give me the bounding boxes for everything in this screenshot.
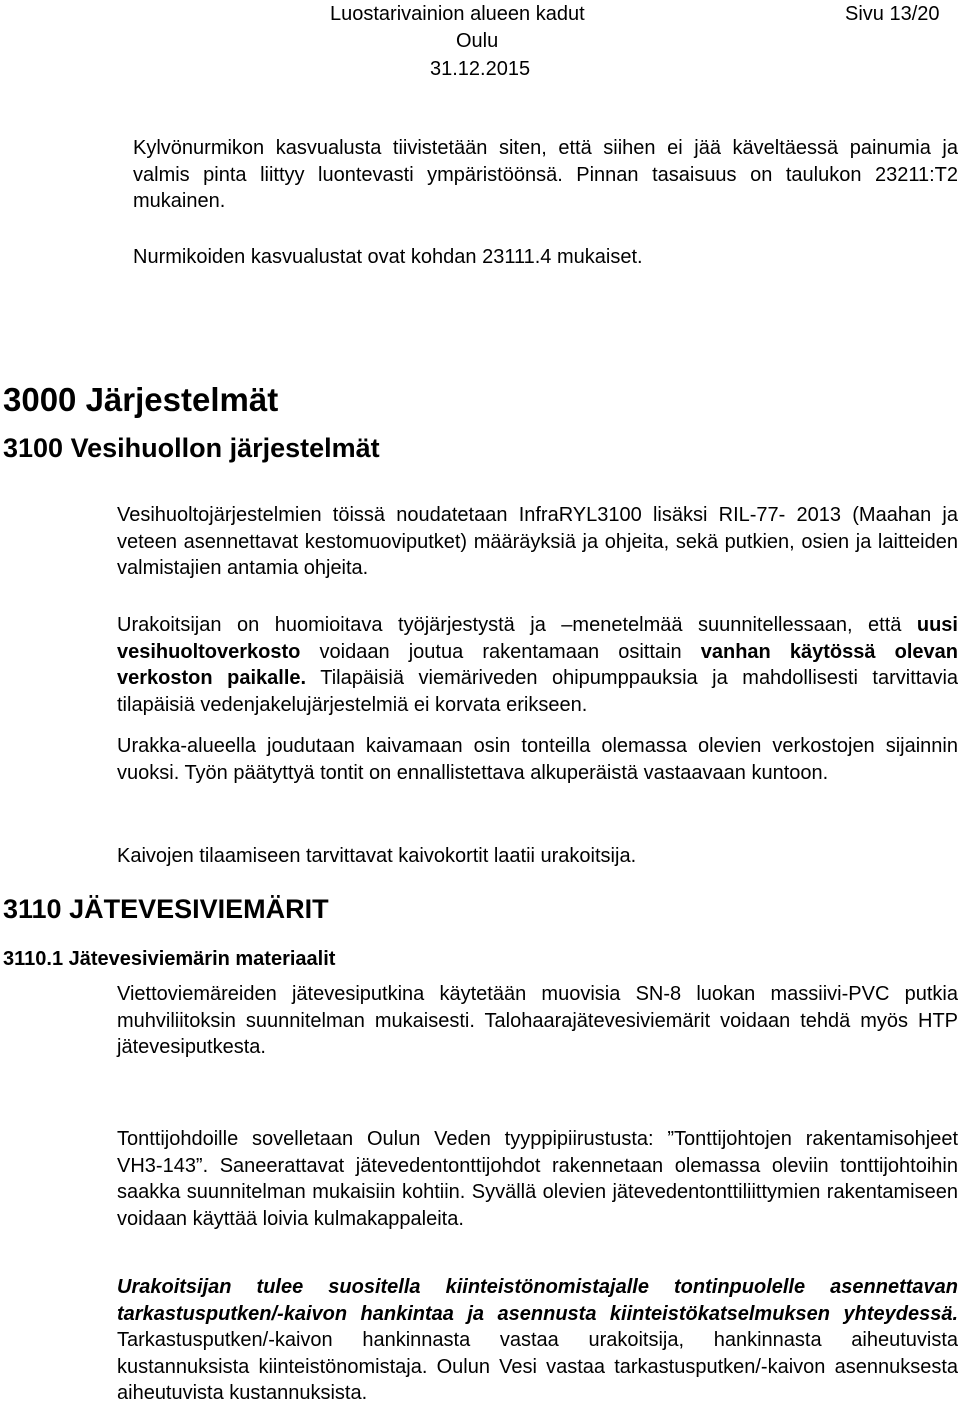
paragraph-3110-connections: Tonttijohdoille sovelletaan Oulun Veden tyyppipiirustusta: ”Tonttijohtojen rakentamisohjeet VH3-143”. Saneerattavat jätevedentonttijohdot rakennetaan olemassa oleviin tonttijohtoihin saakka suunnitelman mukaisiin kohtiin. Syvällä olevien jätevedentonttiliittymien rakentamiseen voidaan käyttää loivia kulmakappaleita. [117,1128,958,1230]
paragraph-3110-inspection [117,1274,958,1407]
header-city: Oulu [456,30,499,52]
section-heading-3110-1: 3110.1 Jätevesiviemärin materiaalit [3,948,336,970]
intro-paragraph: Kylvönurmikon kasvualusta tiivistetään siten, että siihen ei jää käveltäessä painumia ja valmis pinta liittyy luontevasti ympäristöönsä. Pinnan tasaisuus on taulukon 23211:T2 mukainen. [133,137,958,212]
section-heading-3100: 3100 Vesihuollon järjestelmät [3,433,380,463]
paragraph-3100-manholes: Kaivojen tilaamiseen tarvittavat kaivokortit laatii urakoitsija. [117,845,637,867]
emphasis-old-network: vanhan käytössä olevan verkoston paikalle. [117,640,958,689]
text-run: voidaan joutua rakentamaan osittain [300,640,701,663]
section-heading-3000: 3000 Järjestelmät [3,381,279,418]
paragraph-3100-regulations: Vesihuoltojärjestelmien töissä noudatetaan InfraRYL3100 lisäksi RIL-77- 2013 (Maahan ja veteen asennettavat kestomuoviputket) määräyksiä ja ohjeita, sekä putkien, osien ja laitteiden valmistajien antamia ohjeita. [117,504,958,579]
paragraph-3100-plots: Urakka-alueella joudutaan kaivamaan osin tonteilla olemassa olevien verkostojen sijainnin vuoksi. Työn päätyttyä tontit on ennallistettava alkuperäistä vastaavaan kuntoon. [117,735,958,784]
paragraph-3110-materials: Viettoviemäreiden jätevesiputkina käytetään muovisia SN-8 luokan massiivi-PVC putkia muhviliitoksin suunnitelman mukaisesti. Talohaarajätevesiviemärit voidaan tehdä myös HTP jätevesiputkesta. [117,983,958,1058]
section-heading-3110: 3110 JÄTEVESIVIEMÄRIT [3,894,329,924]
text-run: Urakoitsijan on huomioitava työjärjestystä ja –menetelmää suunnitellessaan, että [117,614,917,636]
paragraph-3100-work-order [117,612,958,718]
header-date: 31.12.2015 [430,58,531,80]
intro-paragraph-2: Nurmikoiden kasvualustat ovat kohdan 23111.4 mukaiset. [133,246,643,268]
text-run: Tilapäisiä viemäriveden ohipumppauksia ja mahdollisesti tarvittavia tilapäisiä vedenjakelujärjestelmiä ei korvata erikseen. [117,667,959,716]
page-number: Sivu 13/20 [845,3,940,25]
text-run: Tarkastusputken/-kaivon hankinnasta vastaa urakoitsija, hankinnasta aiheutuvista kustannuksista kiinteistönomistaja. Oulun Vesi vastaa tarkastusputken/-kaivon asennuksesta aiheutuvista kustannuksista. [117,1329,958,1404]
header-title: Luostarivainion alueen kadut [330,3,585,25]
emphasis-new-network: uusi vesihuoltoverkosto [117,614,958,663]
emphasis-recommendation: Urakoitsijan tulee suositella kiinteistönomistajalle tontinpuolelle asennettavan tarkastusputken/-kaivon hankintaa ja asennusta kiinteistökatselmuksen yhteydessä. [117,1276,958,1325]
